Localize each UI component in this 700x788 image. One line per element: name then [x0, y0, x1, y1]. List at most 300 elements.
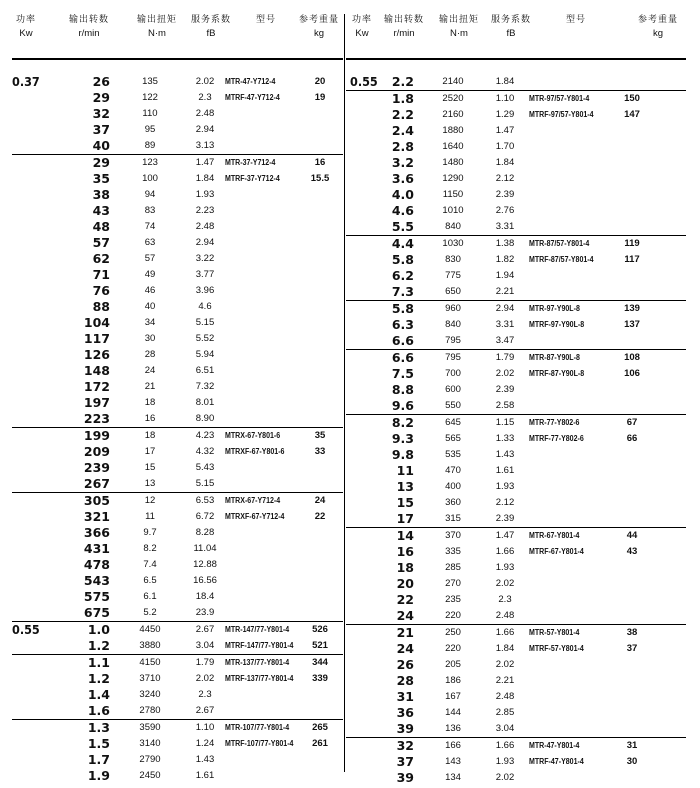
service-factor: 1.84: [195, 173, 215, 184]
header-model: [238, 14, 294, 28]
model-number: MTRF-77-Y802-6: [529, 434, 584, 443]
output-torque: 250: [445, 627, 461, 638]
output-speed: 2.2: [391, 74, 414, 89]
output-torque: 89: [144, 140, 156, 151]
output-speed: 1.6: [87, 703, 110, 718]
table-row: [346, 479, 686, 495]
reference-weight: [302, 315, 338, 331]
service-factor: 12.88: [193, 559, 217, 570]
service-factor: 1.47: [495, 125, 515, 136]
row-group: [12, 74, 343, 154]
output-speed: 26: [92, 74, 110, 89]
service-factor: 18.4: [195, 591, 215, 602]
model-number: [225, 106, 304, 122]
output-torque: 34: [144, 317, 156, 328]
output-torque: 315: [445, 513, 461, 524]
table-row: [12, 428, 343, 444]
table-row: [12, 267, 343, 283]
header-label: 输出扭矩: [438, 14, 479, 24]
reference-weight: 24: [314, 495, 326, 506]
table-row: [346, 187, 686, 203]
reference-weight: 119: [624, 238, 640, 249]
model-number: [529, 171, 621, 187]
model-number: MTRF-47-Y712-4: [225, 93, 280, 102]
reference-weight: 19: [314, 92, 326, 103]
service-factor: 2.94: [195, 124, 215, 135]
model-number: [529, 479, 621, 495]
output-torque: 1640: [442, 141, 464, 152]
output-speed: 1.9: [87, 768, 110, 783]
reference-weight: [302, 187, 338, 203]
reference-weight: 16: [314, 157, 326, 168]
output-speed: 9.3: [391, 431, 414, 446]
table-row: [12, 363, 343, 379]
model-number: [529, 74, 621, 90]
reference-weight: 33: [314, 446, 326, 457]
reference-weight: [302, 589, 338, 605]
model-number: [529, 657, 621, 673]
output-speed: 29: [92, 90, 110, 105]
table-row: [346, 219, 686, 235]
reference-weight: [302, 138, 338, 154]
output-torque: 270: [445, 578, 461, 589]
output-torque: 4450: [139, 624, 161, 635]
output-torque: 144: [445, 707, 461, 718]
reference-weight: [302, 752, 338, 768]
output-torque: 2780: [139, 705, 161, 716]
model-number: [225, 267, 304, 283]
output-speed: 17: [396, 511, 414, 526]
output-torque: 8.2: [143, 543, 157, 554]
header-unit: fB: [506, 28, 516, 39]
table-row: [12, 219, 343, 235]
column-divider: [344, 14, 345, 772]
model-number: [529, 333, 621, 349]
table-row: [12, 493, 343, 509]
reference-weight: [614, 479, 650, 495]
table-row: [346, 236, 686, 252]
output-speed: 43: [92, 203, 110, 218]
service-factor: 2.48: [495, 691, 515, 702]
service-factor: 1.38: [495, 238, 515, 249]
header-label: 型号: [565, 14, 586, 24]
table-row: [12, 122, 343, 138]
service-factor: 2.94: [495, 303, 515, 314]
table-row: [346, 770, 686, 786]
model-number: [529, 721, 621, 737]
service-factor: 23.9: [195, 607, 215, 618]
output-speed: 3.2: [391, 155, 414, 170]
service-factor: 3.77: [195, 269, 215, 280]
model-number: MTRF-87/57-Y801-4: [529, 255, 594, 264]
table-row: [346, 350, 686, 366]
reference-weight: 261: [312, 738, 328, 749]
output-speed: 15: [396, 495, 414, 510]
output-speed: 117: [83, 331, 110, 346]
output-speed: 267: [83, 476, 110, 491]
table-row: [12, 155, 343, 171]
reference-weight: [302, 703, 338, 719]
header-service-factor: [484, 14, 538, 39]
model-number: [225, 541, 304, 557]
right-body: [346, 74, 686, 786]
output-speed: 5.8: [391, 252, 414, 267]
service-factor: 1.93: [495, 562, 515, 573]
model-number: MTR-67-Y801-4: [529, 531, 580, 540]
row-group: [12, 492, 343, 621]
service-factor: 1.33: [495, 433, 515, 444]
output-speed: 38: [92, 187, 110, 202]
output-torque: 400: [445, 481, 461, 492]
table-row: [346, 107, 686, 123]
service-factor: 3.04: [495, 723, 515, 734]
reference-weight: [614, 770, 650, 786]
model-number: MTR-87/57-Y801-4: [529, 239, 590, 248]
table-row: [346, 495, 686, 511]
output-speed: 478: [83, 557, 110, 572]
service-factor: 1.79: [195, 657, 215, 668]
output-torque: 49: [144, 269, 156, 280]
output-torque: 370: [445, 530, 461, 541]
model-number: [529, 511, 621, 527]
reference-weight: [614, 219, 650, 235]
table-row: [346, 366, 686, 382]
output-torque: 94: [144, 189, 156, 200]
output-torque: 1150: [442, 189, 464, 200]
reference-weight: [614, 657, 650, 673]
service-factor: 1.84: [495, 157, 515, 168]
output-speed: 321: [83, 509, 110, 524]
right-table: [346, 14, 686, 785]
table-row: [346, 592, 686, 608]
model-number: MTR-47-Y801-4: [529, 741, 580, 750]
service-factor: 2.12: [495, 497, 515, 508]
output-torque: 186: [445, 675, 461, 686]
reference-weight: [614, 155, 650, 171]
output-torque: 74: [144, 221, 156, 232]
output-torque: 645: [445, 417, 461, 428]
table-header: [346, 14, 686, 56]
reference-weight: [302, 460, 338, 476]
output-speed: 24: [396, 641, 414, 656]
output-speed: 223: [83, 411, 110, 426]
output-speed: 39: [396, 721, 414, 736]
header-unit: r/min: [393, 28, 415, 39]
reference-weight: [302, 573, 338, 589]
table-row: [12, 768, 343, 784]
model-number: MTRX-67-Y801-6: [225, 431, 281, 440]
model-number: [529, 560, 621, 576]
header-service-factor: [184, 14, 238, 39]
table-row: [12, 187, 343, 203]
output-speed: 37: [396, 754, 414, 769]
header-label: 型号: [255, 14, 276, 24]
service-factor: 1.10: [195, 722, 215, 733]
output-torque: 4150: [139, 657, 161, 668]
output-torque: 650: [445, 286, 461, 297]
row-group: [346, 235, 686, 300]
service-factor: 8.90: [195, 413, 215, 424]
row-group: [346, 624, 686, 737]
model-number: [225, 187, 304, 203]
model-number: [225, 283, 304, 299]
output-torque: 600: [445, 384, 461, 395]
reference-weight: 37: [626, 643, 638, 654]
output-speed: 14: [396, 528, 414, 543]
reference-weight: 150: [624, 93, 640, 104]
header-torque: [130, 14, 184, 39]
reference-weight: [614, 592, 650, 608]
reference-weight: [614, 74, 650, 90]
output-speed: 9.8: [391, 447, 414, 462]
output-speed: 5.5: [391, 219, 414, 234]
model-number: MTR-57-Y801-4: [529, 628, 580, 637]
service-factor: 5.52: [195, 333, 215, 344]
service-factor: 11.04: [193, 543, 217, 554]
model-number: [529, 592, 621, 608]
table-row: [346, 705, 686, 721]
output-speed: 675: [83, 605, 110, 620]
output-speed: 1.2: [87, 638, 110, 653]
service-factor: 3.04: [195, 640, 215, 651]
service-factor: 2.02: [195, 673, 215, 684]
output-speed: 1.0: [87, 622, 110, 637]
output-torque: 83: [144, 205, 156, 216]
table-row: [346, 608, 686, 624]
table-row: [12, 138, 343, 154]
table-row: [12, 379, 343, 395]
service-factor: 1.82: [495, 254, 515, 265]
service-factor: 2.3: [498, 594, 512, 605]
output-speed: 21: [396, 625, 414, 640]
reference-weight: [614, 705, 650, 721]
output-torque: 110: [142, 108, 158, 119]
output-torque: 17: [144, 446, 156, 457]
service-factor: 1.61: [195, 770, 215, 781]
reference-weight: [614, 382, 650, 398]
row-group: [346, 74, 686, 90]
model-number: [529, 284, 621, 300]
table-row: [12, 347, 343, 363]
reference-weight: [614, 203, 650, 219]
header-unit: N·m: [148, 28, 166, 39]
table-row: [12, 638, 343, 654]
output-torque: 795: [445, 352, 461, 363]
output-torque: 360: [445, 497, 461, 508]
service-factor: 2.39: [495, 384, 515, 395]
model-number: [225, 347, 304, 363]
table-row: [346, 431, 686, 447]
service-factor: 1.66: [495, 627, 515, 638]
output-speed: 6.6: [391, 350, 414, 365]
model-number: [225, 251, 304, 267]
output-torque: 960: [445, 303, 461, 314]
header-power: [12, 14, 40, 39]
header-unit: Kw: [355, 28, 369, 39]
service-factor: 2.12: [495, 173, 515, 184]
model-number: MTR-87-Y90L-8: [529, 353, 580, 362]
header-unit: kg: [652, 28, 664, 39]
reference-weight: 15.5: [310, 173, 330, 184]
reference-weight: [614, 721, 650, 737]
service-factor: 1.84: [495, 643, 515, 654]
header-speed: [376, 14, 432, 39]
reference-weight: [614, 268, 650, 284]
service-factor: 1.29: [495, 109, 515, 120]
service-factor: 2.23: [195, 205, 215, 216]
reference-weight: 35: [314, 430, 326, 441]
service-factor: 1.61: [495, 465, 515, 476]
reference-weight: 30: [626, 756, 638, 767]
service-factor: 1.10: [495, 93, 515, 104]
model-number: [225, 203, 304, 219]
service-factor: 5.43: [195, 462, 215, 473]
output-torque: 18: [144, 397, 156, 408]
header-label: 输出扭矩: [136, 14, 177, 24]
reference-weight: [302, 687, 338, 703]
model-number: [225, 557, 304, 573]
output-torque: 122: [142, 92, 158, 103]
model-number: MTRF-147/77-Y801-4: [225, 641, 294, 650]
service-factor: 3.47: [495, 335, 515, 346]
reference-weight: 22: [314, 511, 326, 522]
header-unit: kg: [313, 28, 325, 39]
service-factor: 2.02: [495, 659, 515, 670]
header-unit: Kw: [19, 28, 33, 39]
reference-weight: 44: [626, 530, 638, 541]
service-factor: 8.28: [195, 527, 215, 538]
service-factor: 7.32: [195, 381, 215, 392]
service-factor: 2.48: [195, 221, 215, 232]
model-number: [225, 573, 304, 589]
model-number: MTRF-37-Y712-4: [225, 174, 280, 183]
output-speed: 13: [396, 479, 414, 494]
model-number: [225, 138, 304, 154]
service-factor: 2.3: [198, 689, 212, 700]
reference-weight: [614, 139, 650, 155]
service-factor: 2.67: [195, 624, 215, 635]
table-row: [346, 301, 686, 317]
service-factor: 1.47: [195, 157, 215, 168]
table-row: [346, 463, 686, 479]
output-speed: 18: [396, 560, 414, 575]
model-number: [225, 768, 304, 784]
table-row: [12, 460, 343, 476]
output-torque: 6.1: [143, 591, 157, 602]
header-speed: [58, 14, 120, 39]
model-number: [225, 315, 304, 331]
service-factor: 2.39: [495, 513, 515, 524]
reference-weight: [614, 187, 650, 203]
output-speed: 3.6: [391, 171, 414, 186]
model-number: [529, 689, 621, 705]
service-factor: 5.94: [195, 349, 215, 360]
output-speed: 20: [396, 576, 414, 591]
output-torque: 135: [142, 76, 158, 87]
output-torque: 795: [445, 335, 461, 346]
table-row: [12, 235, 343, 251]
table-row: [12, 573, 343, 589]
table-row: [346, 268, 686, 284]
service-factor: 1.84: [495, 76, 515, 87]
model-number: MTR-137/77-Y801-4: [225, 658, 290, 667]
model-number: MTR-107/77-Y801-4: [225, 723, 290, 732]
output-torque: 3880: [139, 640, 161, 651]
service-factor: 4.32: [195, 446, 215, 457]
reference-weight: [302, 122, 338, 138]
table-row: [12, 509, 343, 525]
output-speed: 22: [396, 592, 414, 607]
reference-weight: [302, 768, 338, 784]
header-label: 服务系数: [190, 14, 231, 24]
output-speed: 2.2: [391, 107, 414, 122]
output-torque: 565: [445, 433, 461, 444]
service-factor: 8.01: [195, 397, 215, 408]
table-row: [346, 398, 686, 414]
output-speed: 9.6: [391, 398, 414, 413]
reference-weight: 43: [626, 546, 638, 557]
output-torque: 3590: [139, 722, 161, 733]
service-factor: 2.67: [195, 705, 215, 716]
service-factor: 1.43: [195, 754, 215, 765]
model-number: [529, 203, 621, 219]
model-number: [529, 673, 621, 689]
output-torque: 335: [445, 546, 461, 557]
table-row: [12, 444, 343, 460]
output-torque: 775: [445, 270, 461, 281]
output-speed: 575: [83, 589, 110, 604]
output-torque: 13: [144, 478, 156, 489]
service-factor: 4.23: [195, 430, 215, 441]
model-number: [529, 123, 621, 139]
output-torque: 285: [445, 562, 461, 573]
output-torque: 57: [144, 253, 156, 264]
output-speed: 29: [92, 155, 110, 170]
service-factor: 1.15: [495, 417, 515, 428]
model-number: [225, 687, 304, 703]
output-torque: 134: [445, 772, 461, 783]
table-row: [12, 476, 343, 492]
model-number: MTRF-97/57-Y801-4: [529, 110, 594, 119]
model-number: [529, 608, 621, 624]
row-group: [12, 654, 343, 719]
row-group: [346, 349, 686, 414]
table-row: [12, 106, 343, 122]
output-speed: 1.2: [87, 671, 110, 686]
service-factor: 1.66: [495, 740, 515, 751]
table-row: [346, 252, 686, 268]
service-factor: 2.02: [495, 772, 515, 783]
table-row: [12, 752, 343, 768]
output-speed: 40: [92, 138, 110, 153]
service-factor: 4.6: [198, 301, 212, 312]
header-model: [546, 14, 606, 28]
output-torque: 24: [144, 365, 156, 376]
model-number: MTRXF-67-Y712-4: [225, 512, 285, 521]
output-torque: 21: [144, 381, 156, 392]
reference-weight: 20: [314, 76, 326, 87]
output-torque: 167: [445, 691, 461, 702]
output-torque: 1480: [442, 157, 464, 168]
output-speed: 8.8: [391, 382, 414, 397]
reference-weight: 67: [626, 417, 638, 428]
reference-weight: [614, 673, 650, 689]
model-number: [529, 382, 621, 398]
table-row: [346, 738, 686, 754]
service-factor: 1.70: [495, 141, 515, 152]
output-speed: 126: [83, 347, 110, 362]
model-number: MTR-97-Y90L-8: [529, 304, 580, 313]
